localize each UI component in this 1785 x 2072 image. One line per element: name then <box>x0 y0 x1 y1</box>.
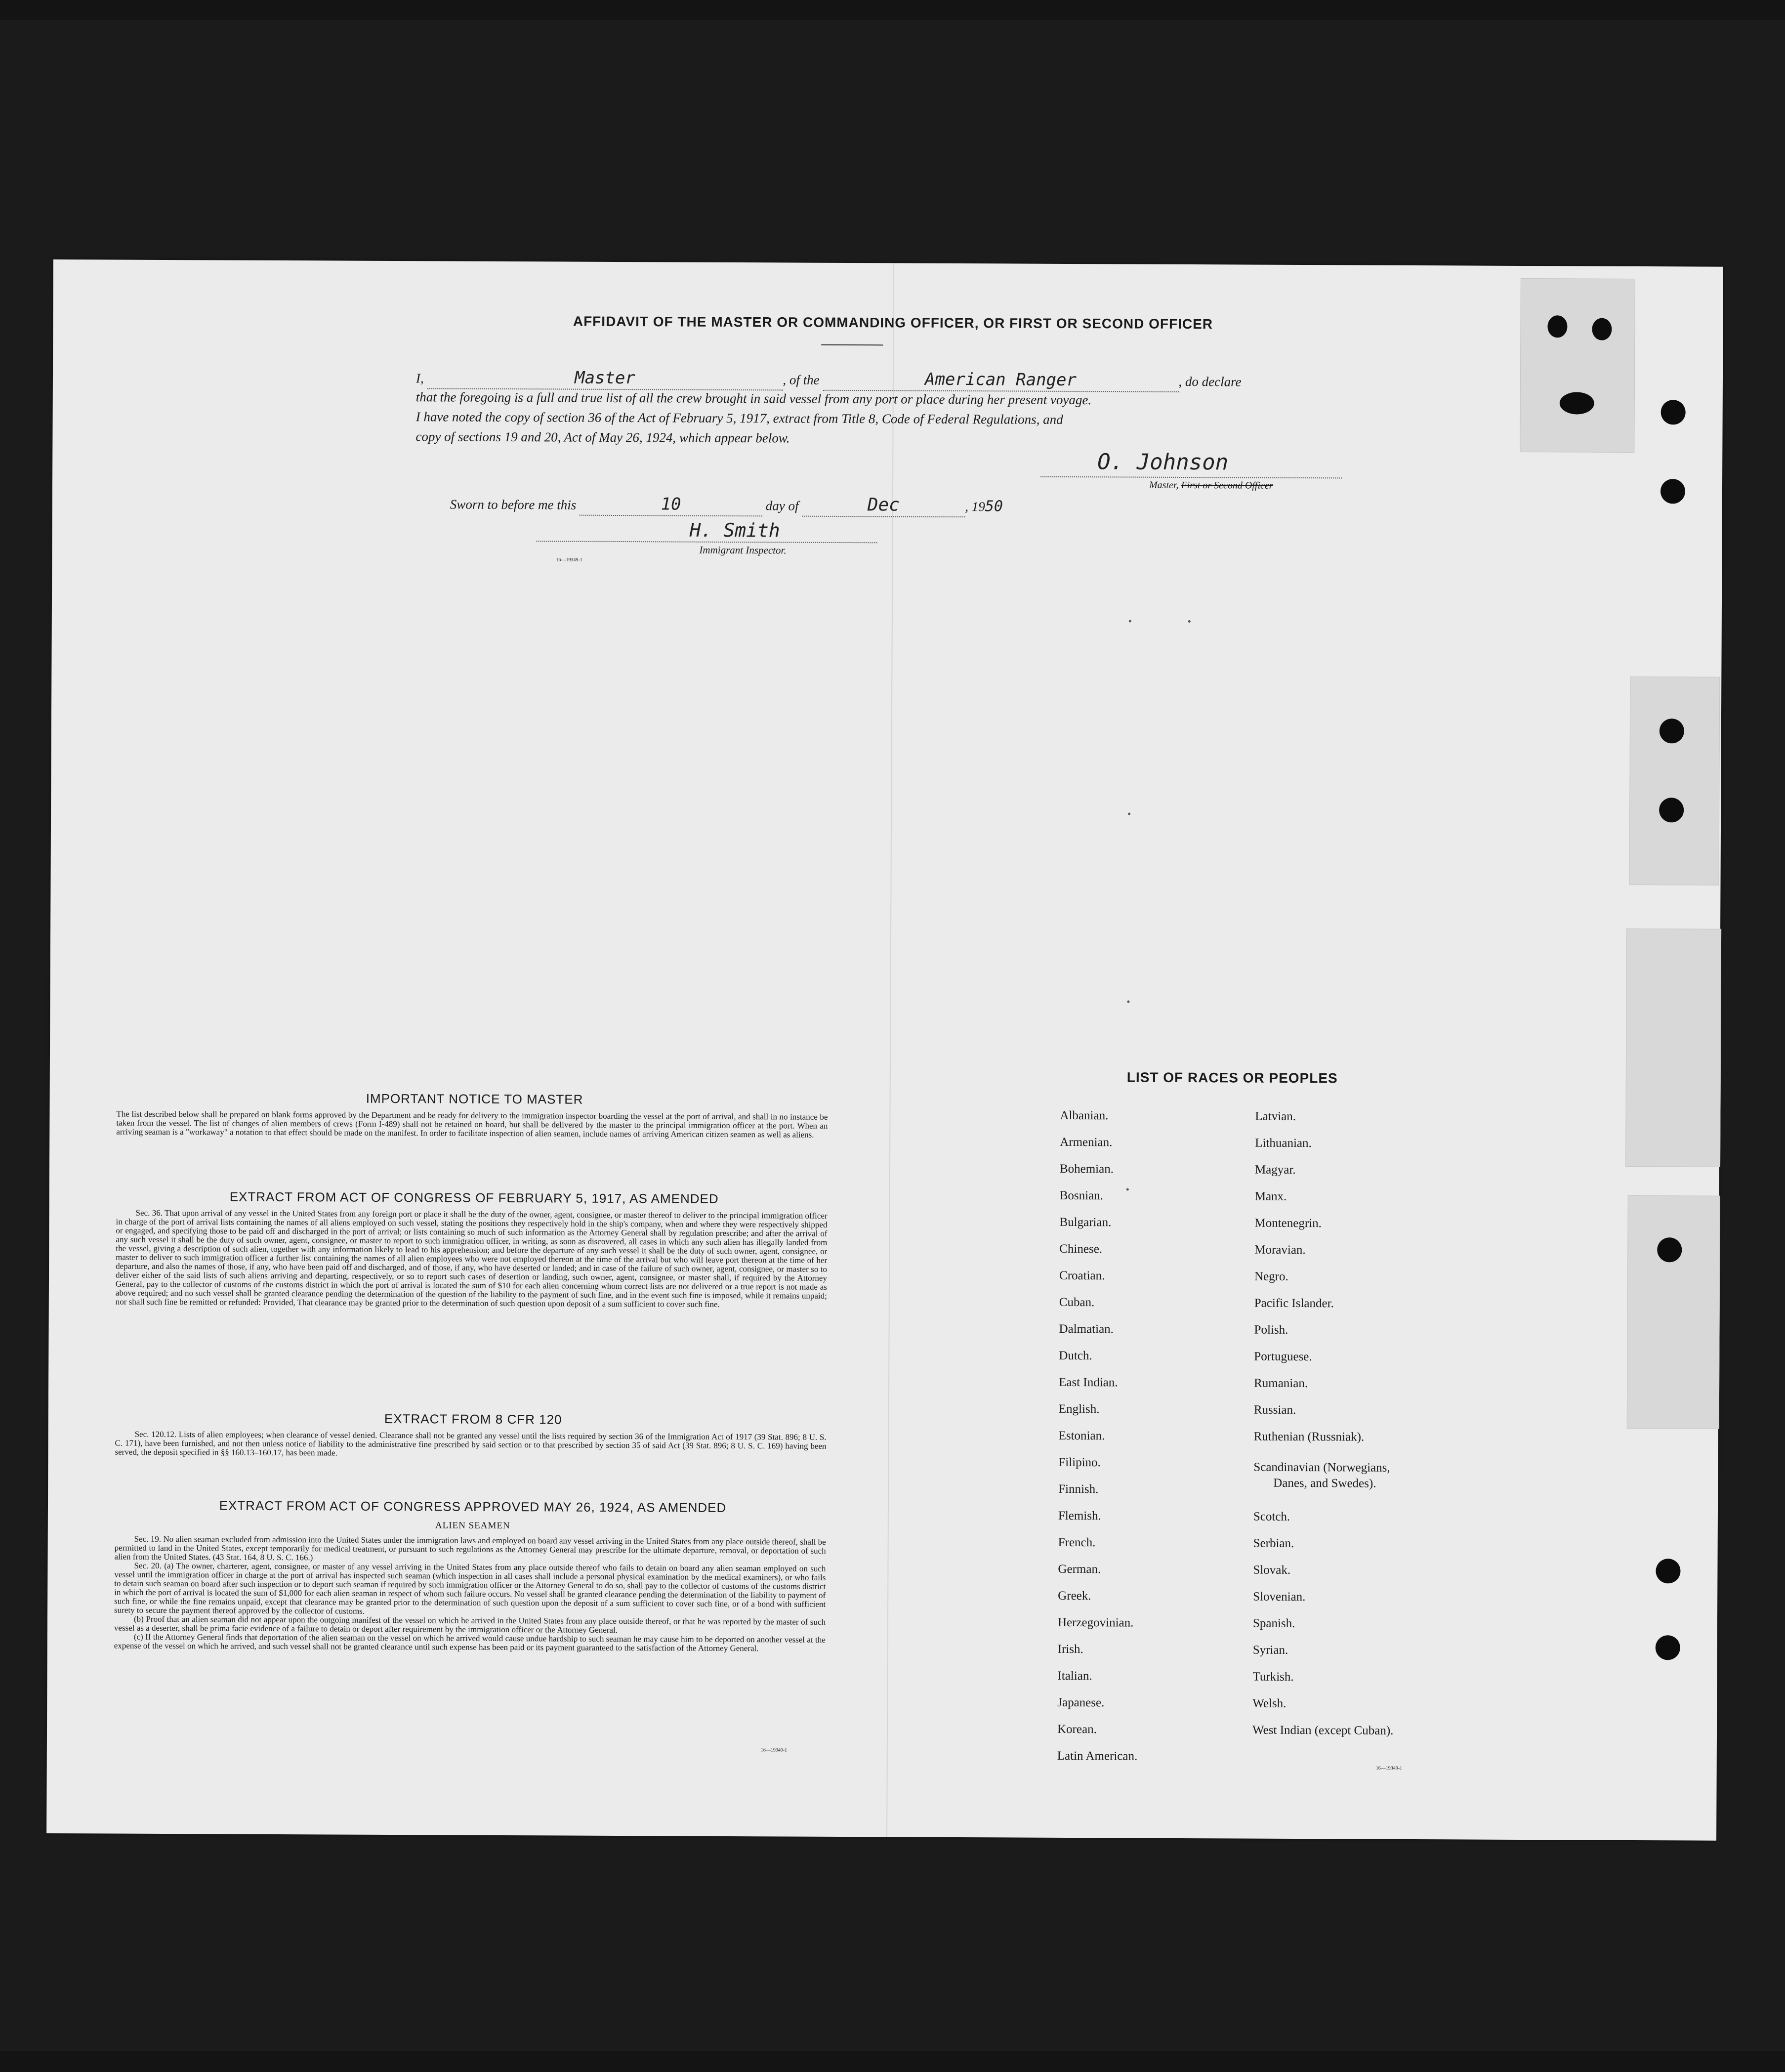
master-signature: O. Johnson <box>1097 449 1229 475</box>
sec-19-text: Sec. 19. No alien seaman excluded from admission into the United States under the immigration laws and employed on board any vessel arriving in the United States from any place outside thereof, shall be permitted to land in the United States, except temporarily for medical treatment, or pursuant to such regulations as the Attorney General may prescribe for the ultimate departure, removal, or deportation of such alien from the United States. (43 Stat. 164, 8 U. S. C. 166.) <box>114 1534 826 1563</box>
race-item: Dutch. <box>1059 1349 1092 1363</box>
extract-1917-text: Sec. 36. That upon arrival of any vessel in the United States from any foreign port or place it shall be the duty of the owner, agent, consignee, or master thereof to deliver to the principal immigration officer in charge of the port of arrival lists containing the names of all aliens employed on such vessel, stating the positions they respectively hold in the ship's company, when and where they were respectively shipped or engaged, and specifying those to be paid off and discharged in the port of arrival; or lists containing so much of such information as the Attorney General shall by regulation prescribe; and after the arrival of any such vessel it shall be the duty of such owner, agent, consignee, or master to report to such immigration officer, in writing, as soon as discovered, all cases in which any such alien has illegally landed from the vessel, giving a description of such alien, together with any information likely to lead to his apprehension; and before the departure of any such vessel it shall be the duty of such owner, agent, consignee, or master to deliver to such immigration officer a further list containing the names of all alien employees who were not employed thereon at the time of the arrival but who will leave port thereon at the time of her departure, and also the names of those, if any, who have been paid off and discharged, and of those, if any, who have deserted or landed; and in case of the failure of such owner, agent, consignee, or master so to deliver either of the said lists of such aliens arriving and departing, respectively, or so to report such cases of desertion or landing, such owner, agent, consignee, or master shall, if required by the Attorney General, pay to the collector of customs of the customs district in which the port of arrival is located the sum of $10 for each alien concerning whom correct lists are not delivered or a true report is not made as above required; and no such vessel shall be granted clearance pending the determination of the question of the liability to the payment of such fine, and in the event such fine is imposed, while it remains unpaid; nor shall such fine be remitted or refunded: Provided, That clearance may be granted prior to the determination of such question upon deposit of a sum sufficient to cover such fine. <box>115 1208 828 1309</box>
tape-mid-1 <box>1629 677 1720 886</box>
race-item: Armenian. <box>1060 1135 1113 1149</box>
punch-hole <box>1656 1559 1680 1583</box>
faint-dot <box>1128 813 1130 815</box>
right-form-number: 16—19349-1 <box>1375 1765 1403 1771</box>
tape-top <box>1520 278 1635 453</box>
race-item: French. <box>1058 1535 1096 1550</box>
top-film-border <box>0 0 1785 20</box>
inspector-label: Immigrant Inspector. <box>699 544 787 556</box>
affidavit-line-4: copy of sections 19 and 20, Act of May 26, 1924, which appear below. <box>415 429 790 446</box>
race-item: Scandinavian (Norwegians, <box>1253 1460 1390 1475</box>
bottom-film-border <box>0 2051 1785 2072</box>
sworn-label: Sworn to before me this <box>450 497 577 512</box>
race-item: Estonian. <box>1058 1429 1105 1443</box>
inspector-line <box>537 541 877 543</box>
race-item: Albanian. <box>1060 1108 1109 1123</box>
punch-hole <box>1657 1237 1682 1262</box>
race-item: Rumanian. <box>1254 1376 1308 1391</box>
notice-text: The list described below shall be prepared on blank forms approved by the Department and be ready for delivery to the immigration inspector boarding the vessel at the port of arrival, and shall in no instance be taken from the vessel. The list of changes of alien members of crews (Form I-489) shall not be retained on board, but shall be delivered by the master to the principal immigration officer at the port. When an arriving seaman is a "workaway" a notation to that effect should be made on the manifest. In order to facilitate inspection of alien seamen, include names of arriving American citizen seamen as well as aliens. <box>116 1109 828 1140</box>
faint-dot <box>1127 1000 1129 1003</box>
punch-hole <box>1659 798 1684 822</box>
vessel-name-handwritten: American Ranger <box>924 369 1077 390</box>
race-item: Negro. <box>1254 1269 1288 1283</box>
affidavit-line-3: I have noted the copy of section 36 of the Act of February 5, 1917, extract from Title 8, Code of Federal Regulations, and <box>415 409 1063 427</box>
races-title: LIST OF RACES OR PEOPLES <box>1126 1069 1338 1086</box>
extract-1924-title: EXTRACT FROM ACT OF CONGRESS APPROVED MAY 26, 1924, AS AMENDED <box>219 1498 727 1515</box>
race-item: Welsh. <box>1252 1696 1287 1710</box>
month-handwritten: Dec <box>867 495 900 515</box>
race-item: Ruthenian (Russniak). <box>1253 1430 1365 1444</box>
race-item: German. <box>1058 1562 1101 1576</box>
race-item: Magyar. <box>1254 1163 1296 1177</box>
title-rule <box>821 344 883 346</box>
race-item: Turkish. <box>1252 1670 1294 1684</box>
month-field <box>802 495 965 517</box>
signature-line <box>1040 476 1342 479</box>
race-item: Japanese. <box>1057 1695 1105 1710</box>
faint-dot <box>1126 1188 1129 1190</box>
tape-mid-3 <box>1627 1195 1720 1429</box>
race-item: Bosnian. <box>1059 1188 1104 1203</box>
punch-hole <box>1661 400 1686 424</box>
race-item: Cuban. <box>1059 1295 1095 1310</box>
tape-mid-2 <box>1625 929 1721 1167</box>
inspector-signature: H. Smith <box>689 519 780 542</box>
race-item: Serbian. <box>1253 1536 1294 1550</box>
of-the-label: , of the <box>783 372 820 387</box>
day-handwritten: 10 <box>661 494 681 514</box>
sec-20a-text: Sec. 20. (a) The owner, charterer, agent, consignee, or master of any vessel arriving in the United States from any place outside thereof who fails to detain on board any alien seaman employed on such vessel until the immigration officer in charge at the port of arrival has inspected such seaman (which inspection in all cases shall include a personal physical examination by the medical examiners), or who fails to detain such seaman on board after such inspection or to deport such seaman if required by such immigration officer or the Attorney General to do so, shall pay to the collector of customs of the customs district in which the port of arrival is located the sum of $1,000 for each alien seaman in respect of whom such failure occurs. No vessel shall be granted clearance pending the determination of the liability to payment of such fine, or while the fine remains unpaid, except that clearance may be granted prior to the determination of such question upon the deposit of a sum sufficient to cover such fine, or of a bond with sufficient surety to secure the payment thereof approved by the collector of customs. <box>114 1561 826 1616</box>
document-page <box>46 259 1723 1841</box>
extract-1924-subtitle: ALIEN SEAMEN <box>435 1520 510 1531</box>
race-item: Filipino. <box>1058 1455 1101 1470</box>
extract-1924-body <box>114 1535 826 1653</box>
race-item: Italian. <box>1057 1669 1092 1683</box>
race-item: Polish. <box>1254 1323 1288 1337</box>
race-item: Syrian. <box>1252 1643 1288 1657</box>
race-item: Finnish. <box>1058 1482 1099 1496</box>
punch-hole <box>1656 1635 1680 1660</box>
day-field <box>580 494 762 517</box>
race-item: West Indian (except Cuban). <box>1252 1723 1394 1737</box>
do-declare-label: , do declare <box>1178 374 1242 389</box>
master-name-handwritten: Master <box>574 368 635 388</box>
race-item: Chinese. <box>1059 1242 1103 1256</box>
affidavit-i: I, <box>415 371 424 386</box>
affidavit-form-number: 16—19349-1 <box>556 557 582 563</box>
signature-caption <box>1149 479 1273 492</box>
extract-1917-title: EXTRACT FROM ACT OF CONGRESS OF FEBRUARY 5, 1917, AS AMENDED <box>229 1189 719 1206</box>
notice-title: IMPORTANT NOTICE TO MASTER <box>366 1091 583 1107</box>
race-item: Latin American. <box>1057 1749 1138 1763</box>
sec-20c-text: (c) If the Attorney General finds that deportation of the alien seaman on the vessel on which he arrived would cause undue hardship to such seaman he may cause him to be deported on another vessel at the expense of the vessel on which he arrived, and such vessel shall not be granted clearance until such expense has been paid or its payment guaranteed to the satisfaction of the Attorney General. <box>114 1632 826 1653</box>
race-item: Latvian. <box>1255 1109 1296 1123</box>
race-item: Greek. <box>1058 1589 1091 1603</box>
master-label: Master, <box>1149 479 1179 491</box>
day-of-label: day of <box>765 498 799 513</box>
race-item: Dalmatian. <box>1059 1322 1114 1336</box>
race-item: English. <box>1058 1402 1100 1416</box>
race-item: Pacific Islander. <box>1254 1296 1334 1311</box>
race-item: Russian. <box>1253 1403 1296 1417</box>
punch-hole <box>1660 719 1684 743</box>
race-item: Manx. <box>1254 1189 1287 1203</box>
race-item: Korean. <box>1057 1722 1097 1736</box>
sec-20b-text: (b) Proof that an alien seaman did not appear upon the outgoing manifest of the vessel on which he arrived in the United States from any place outside thereof, or that he was reported by the master of such vessel as a deserter, shall be prima facie evidence of a failure to detain or deport after requirement by the immigration officer or the Attorney General. <box>114 1614 826 1635</box>
race-item: Spanish. <box>1252 1616 1295 1630</box>
punch-hole <box>1560 392 1594 414</box>
race-item: Herzegovinian. <box>1057 1615 1134 1630</box>
race-item: Slovenian. <box>1253 1590 1306 1604</box>
affidavit-line-2: that the foregoing is a full and true list of all the crew brought in said vessel from any port or place during her present voyage. <box>415 389 1092 408</box>
extract-cfr-text: Sec. 120.12. Lists of alien employees; when clearance of vessel denied. Clearance shall not be granted any vessel until the lists required by section 36 of the Immigration Act of 1917 (39 Stat. 896; 8 U. S. C. 171), have been furnished, and not then unless notice of liability to the administrative fine prescribed by said section or to that prescribed by section 35 of said Act (39 Stat. 896; 8 U. S. C. 169) having been served, the deposit specified in §§ 160.13–160.17, has been made. <box>115 1429 827 1458</box>
race-item: Portuguese. <box>1254 1350 1312 1364</box>
faint-dot <box>1188 620 1191 623</box>
race-item: Irish. <box>1057 1642 1083 1656</box>
faint-dot <box>1129 620 1131 623</box>
struck-officer-label: First or Second Officer <box>1181 479 1273 491</box>
left-form-number: 16—19349-1 <box>760 1747 788 1753</box>
race-item: East Indian. <box>1059 1375 1118 1390</box>
race-item: Lithuanian. <box>1255 1136 1312 1150</box>
race-item: Flemish. <box>1058 1509 1101 1523</box>
sworn-line <box>450 494 1191 519</box>
extract-cfr-title: EXTRACT FROM 8 CFR 120 <box>384 1411 562 1427</box>
race-item: Bulgarian. <box>1059 1215 1112 1229</box>
race-item: Bohemian. <box>1059 1162 1114 1176</box>
year-prefix: , 19 <box>965 499 985 514</box>
punch-hole <box>1660 479 1685 504</box>
affidavit-title: AFFIDAVIT OF THE MASTER OR COMMANDING OFFICER, OR FIRST OR SECOND OFFICER <box>573 313 1213 332</box>
race-item: Scotch. <box>1253 1510 1290 1523</box>
race-item: Montenegrin. <box>1254 1216 1322 1230</box>
race-item: Danes, and Swedes). <box>1273 1476 1376 1490</box>
race-item: Moravian. <box>1254 1243 1306 1257</box>
race-item: Croatian. <box>1059 1269 1105 1283</box>
race-item: Slovak. <box>1253 1563 1291 1577</box>
year-handwritten: 50 <box>985 498 1003 515</box>
